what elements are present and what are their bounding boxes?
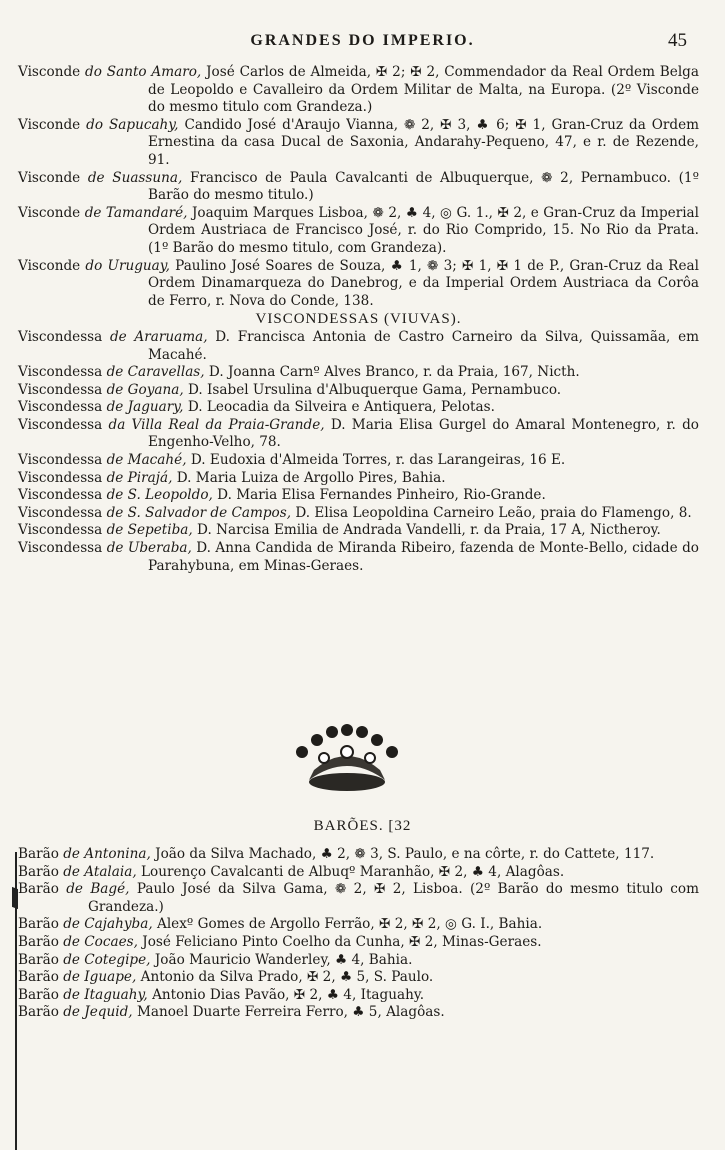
viscondessa-entry: Viscondessa de Macahé, D. Eudoxia d'Almeida Torres, r. das Larangeiras, 16 E.: [18, 452, 566, 469]
baroes-section: [18, 846, 699, 1022]
barao-entry: Barão de Cotegipe, João Mauricio Wanderley, ♣ 4, Bahia.: [18, 951, 413, 968]
page-number: 45: [668, 30, 687, 51]
crown-ornament: [272, 722, 422, 794]
barao-entry: Barão de Atalaia, Lourenço Cavalcanti de Albuqº Maranhão, ✠ 2, ♣ 4, Alagôas.: [18, 863, 565, 880]
barao-entry: Barão de Itaguahy, Antonio Dias Pavão, ✠ 2, ♣ 4, Itaguahy.: [18, 986, 425, 1003]
visconde-entry: Visconde do Santo Amaro, José Carlos de Almeida, ✠ 2; ✠ 2, Commendador da Real Ordem Belga de Leopoldo e Cavalleiro da Ordem Militar de Malta, na Europa. (2º Visconde do mesmo titulo com Grandeza.): [18, 64, 699, 116]
viscondes-section: [18, 64, 699, 575]
visconde-entry: Visconde de Tamandaré, Joaquim Marques Lisboa, ❁ 2, ♣ 4, ◎ G. 1., ✠ 2, e Gran-Cruz da Imperial Ordem Austriaca de Francisco José, r. do Rio Comprido, 15. No Rio da Prata. (1º Barão do mesmo titulo, com Grandeza).: [18, 204, 699, 256]
running-title: GRANDES DO IMPERIO.: [250, 32, 475, 49]
viscondessas-heading: VISCONDESSAS (VIUVAS).: [255, 311, 462, 328]
barao-entry: Barão de Iguape, Antonio da Silva Prado, ✠ 2, ♣ 5, S. Paulo.: [18, 969, 434, 986]
viscondessa-entry: Viscondessa de Goyana, D. Isabel Ursulina d'Albuquerque Gama, Pernambuco.: [18, 381, 562, 398]
viscondessa-entry: Viscondessa de Jaguary, D. Leocadia da Silveira e Antiquera, Pelotas.: [18, 399, 495, 416]
visconde-entry: Visconde do Uruguay, Paulino José Soares de Souza, ♣ 1, ❁ 3; ✠ 1, ✠ 1 de P., Gran-Cruz da Real Ordem Dinamarqueza do Danebrog, e da Imperial Ordem Austriaca da Corôa de Ferro, r. Nova do Conde, 138.: [18, 257, 699, 309]
barao-entry: Barão de Cajahyba, Alexº Gomes de Argollo Ferrão, ✠ 2, ✠ 2, ◎ G. I., Bahia.: [18, 916, 543, 933]
viscondessa-entry: Viscondessa de Uberaba, D. Anna Candida de Miranda Ribeiro, fazenda de Monte-Bello, cidade do Parahybuna, em Minas-Geraes.: [18, 540, 699, 574]
page-header: [20, 32, 705, 56]
viscondessa-entry: Viscondessa de S. Salvador de Campos, D. Elisa Leopoldina Carneiro Leão, praia do Flamengo, 8.: [18, 504, 692, 521]
visconde-entry: Visconde de Suassuna, Francisco de Paula Cavalcanti de Albuquerque, ❁ 2, Pernambuco. (1º Barão do mesmo titulo.): [18, 169, 699, 204]
visconde-entry: Visconde do Sapucahy, Candido José d'Araujo Vianna, ❁ 2, ✠ 3, ♣ 6; ✠ 1, Gran-Cruz da Ordem Ernestina da casa Ducal de Saxonia, Andarahy-Pequeno, 47, e r. de Rezende, 91.: [18, 116, 700, 168]
baroes-heading: BARÕES. [32: [313, 818, 412, 834]
viscondessa-entry: Viscondessa de Caravellas, D. Joanna Carnº Alves Branco, r. da Praia, 167, Nicth.: [18, 364, 580, 381]
barao-entry: Barão de Jequid, Manoel Duarte Ferreira Ferro, ♣ 5, Alagôas.: [18, 1004, 445, 1021]
barao-entry: Barão de Antonina, João da Silva Machado, ♣ 2, ❁ 3, S. Paulo, e na côrte, r. do Cattete, 117.: [18, 846, 655, 862]
viscondessa-entry: Viscondessa da Villa Real da Praia-Grande, D. Maria Elisa Gurgel do Amaral Montenegro, r. do Engenho-Velho, 78.: [18, 416, 699, 451]
viscondessa-entry: Viscondessa de Araruama, D. Francisca Antonia de Castro Carneiro da Silva, Quissamãa, em Macahé.: [18, 328, 699, 363]
viscondessa-entry: Viscondessa de Pirajá, D. Maria Luiza de Argollo Pires, Bahia.: [18, 469, 446, 486]
barao-entry: Barão de Bagé, Paulo José da Silva Gama, ❁ 2, ✠ 2, Lisboa. (2º Barão do mesmo titulo com Grandeza.): [18, 881, 699, 915]
barao-entry: Barão de Cocaes, José Feliciano Pinto Coelho da Cunha, ✠ 2, Minas-Geraes.: [18, 933, 542, 950]
viscondessa-entry: Viscondessa de Sepetiba, D. Narcisa Emilia de Andrada Vandelli, r. da Praia, 17 A, Nictheroy.: [18, 522, 661, 539]
crown-ornament-shape: [296, 724, 398, 791]
viscondessa-entry: Viscondessa de S. Leopoldo, D. Maria Elisa Fernandes Pinheiro, Rio-Grande.: [18, 487, 546, 504]
